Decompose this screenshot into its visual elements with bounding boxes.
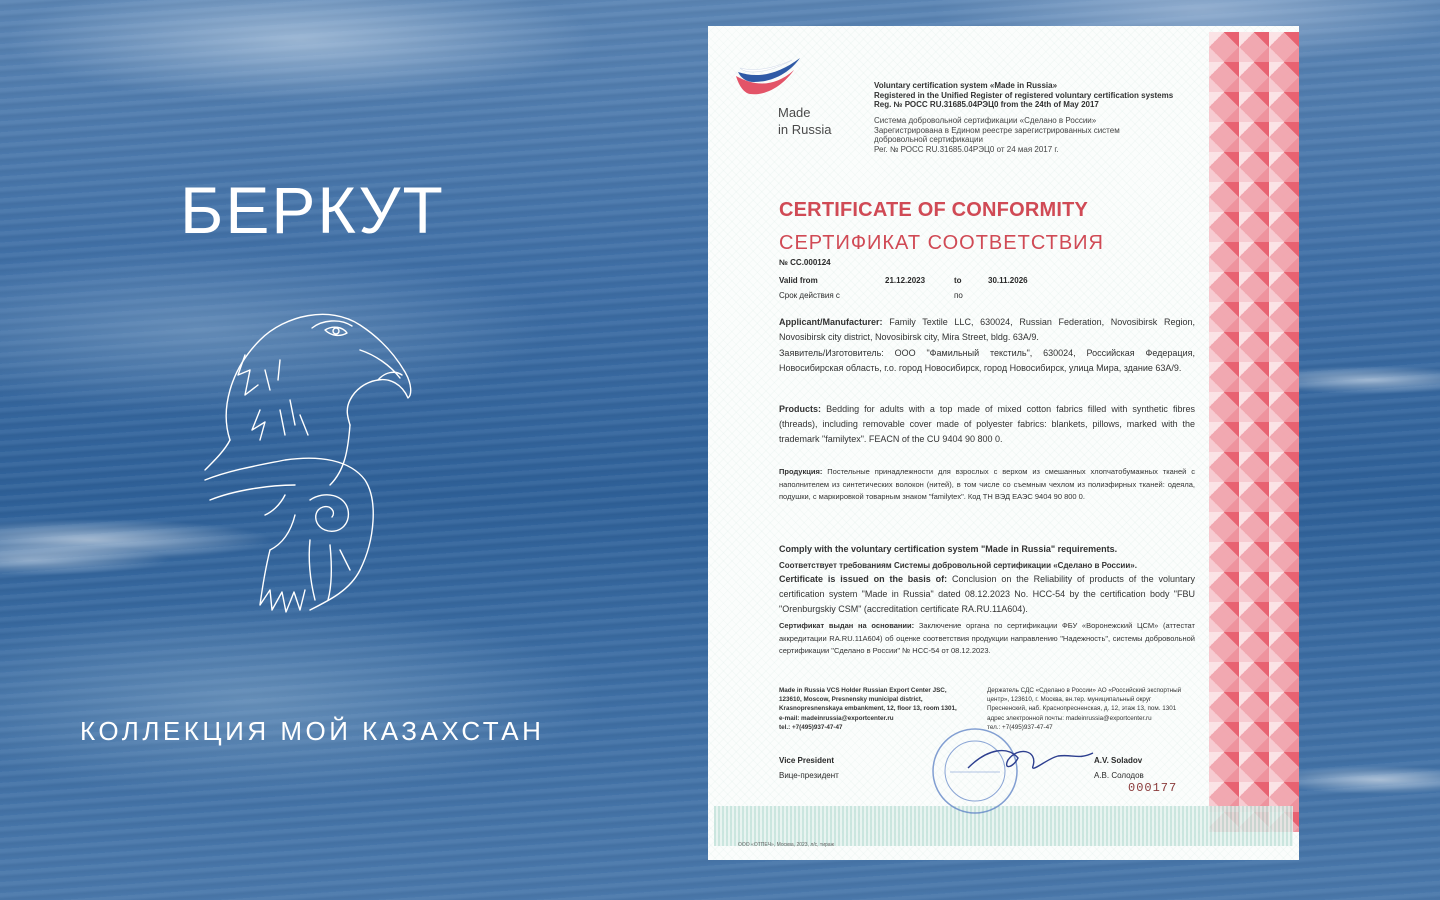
valid-from-label-ru: Срок действия с	[779, 291, 840, 300]
eagle-illustration	[190, 300, 420, 630]
holder-en-line: tel.: +7(495)937-47-47	[779, 723, 843, 731]
header-ru-line: добровольной сертификации	[874, 135, 983, 144]
comply-en: Comply with the voluntary certification system "Made in Russia" requirements.	[779, 544, 1118, 554]
certificate-title-en: CERTIFICATE OF CONFORMITY	[779, 199, 1089, 221]
products-ru-text: Постельные принадлежности для взрослых с верхом из смешанных хлопчатобумажных тканей с наполнителем из синтетических волокон (нитей), в том числе со съемным чехлом из полиэфирных тканей: одеяла, подушки, с маркировкой товарным знаком "familytex". Код ТН ВЭД ЕАЭС 9404 90 800 0.	[779, 467, 1195, 502]
logo-line-2: in Russia	[778, 122, 832, 137]
applicant-ru-label: Заявитель/Изготовитель:	[779, 348, 895, 358]
applicant-en-text: Family Textile LLC, 630024, Russian Federation, Novosibirsk Region, Novosibirsk city district, Novosibirsk city, Mira Street, bldg. 63A/9.	[779, 317, 1195, 342]
holder-ru-line: адрес электронной почты: madeinrussia@exportcenter.ru	[987, 714, 1152, 722]
serial-number: 000177	[1128, 781, 1178, 795]
collection-title: КОЛЛЕКЦИЯ МОЙ КАЗАХСТАН	[80, 716, 545, 746]
certificate-number: № CC.000124	[779, 258, 831, 267]
comply-ru: Соответствует требованиям Системы добровольной сертификации «Сделано в России».	[779, 561, 1137, 570]
logo-text	[778, 104, 858, 138]
to-label-ru: по	[954, 291, 963, 300]
signature	[958, 738, 1098, 788]
products-en-text: Bedding for adults with a top made of mixed cotton fabrics filled with synthetic fibres (threads), including removable cover made of polyester fabrics: blankets, pillows, marked with the trademark "familytex". FEACN of the CU 9404 90 800 0.	[779, 404, 1195, 444]
header-ru-line: Система добровольной сертификации «Сделано в России»	[874, 116, 1097, 125]
printer-footer: ООО «ОТПЕЧ», Москва, 2023, л/с, тираж	[738, 842, 834, 848]
products-ru-label: Продукция:	[779, 467, 828, 476]
applicant-en-label: Applicant/Manufacturer:	[779, 317, 890, 327]
to-label: to	[954, 276, 962, 285]
brand-title: БЕРКУТ	[180, 173, 445, 247]
valid-to-date: 30.11.2026	[988, 276, 1028, 285]
vp-title-en: Vice President	[779, 756, 834, 765]
header-ru-line: Рег. № РОСС RU.31685.04РЭЦ0 от 24 мая 2017 г.	[874, 144, 1059, 154]
products-en-label: Products:	[779, 404, 827, 414]
basis-en	[779, 572, 1195, 617]
holder-ru-line: Держатель СДС «Сделано в России» АО «Российский экспортный	[987, 687, 1182, 694]
basis-en-label: Certificate is issued on the basis of:	[779, 574, 953, 584]
valid-from-date: 21.12.2023	[885, 276, 926, 285]
basis-en-text: Conclusion on the Reliability of products of the voluntary certification system "Made in Russia" dated 08.12.2023 No. НСС-54 by the certification body "FBU "Orenburgskiy CSM" (accreditation certificate RA.RU.11A604).	[779, 574, 1195, 614]
header-en-line: Reg. № РОСС RU.31685.04РЭЦ0 from the 24th of May 2017	[874, 100, 1099, 109]
vp-title-ru: Вице-президент	[779, 771, 839, 780]
products-en	[779, 402, 1195, 447]
logo-line-1: Made	[778, 105, 811, 120]
holder-en-line: 123610, Moscow, Presnensky municipal district,	[779, 696, 923, 704]
holder-en-line: Made in Russia VCS Holder Russian Export Center JSC,	[779, 687, 947, 694]
basis-ru-text: Заключение органа по сертификации ФБУ «Воронежский ЦСМ» (аттестат аккредитации RA.RU.11A604) об оценке соответствия продукции направлению "Надежность", системы добровольной сертификации "Сделано в России" № НСС-54 от 08.12.2023.	[779, 621, 1195, 656]
holder-en-line: e-mail: madeinrussia@exportcenter.ru	[779, 714, 894, 722]
header-english	[874, 81, 1204, 110]
header-en-line: Voluntary certification system «Made in Russia»	[874, 81, 1058, 90]
signer-name-ru: А.В. Солодов	[1094, 771, 1144, 780]
header-en-line: Registered in the Unified Register of registered voluntary certification systems	[874, 90, 1174, 100]
basis-ru	[779, 620, 1195, 658]
applicant-en	[779, 315, 1195, 345]
signer-name-en: A.V. Soladov	[1094, 756, 1143, 765]
products-ru	[779, 466, 1195, 504]
header-russian	[874, 116, 1174, 154]
holder-ru-line: Пресненский, наб. Краснопресненская, д. 12, этаж 13, пом. 1301	[987, 705, 1177, 713]
decorative-pink-strip	[1209, 32, 1299, 832]
applicant-ru	[779, 346, 1195, 376]
valid-from-label: Valid from	[779, 276, 818, 285]
flag-swoosh-icon	[734, 56, 814, 106]
holder-en-line: Krasnopresnenskaya embankment, 12, floor 13, room 1301,	[779, 705, 957, 713]
basis-ru-label: Сертификат выдан на основании:	[779, 621, 919, 630]
applicant-ru-text: ООО "Фамильный текстиль", 630024, Российская Федерация, Новосибирская область, г.о. город Новосибирск, город Новосибирск, улица Мира, здание 63А/9.	[779, 348, 1195, 373]
certificate-document	[708, 26, 1299, 860]
certificate-title-ru: СЕРТИФИКАТ СООТВЕТСТВИЯ	[779, 232, 1104, 254]
header-ru-line: Зарегистрирована в Едином реестре зарегистрированных систем	[874, 125, 1120, 135]
holder-ru-line: центр», 123610, г. Москва, вн.тер. муниципальный округ	[987, 696, 1152, 704]
holder-ru-line: тел.: +7(495)937-47-47	[987, 723, 1053, 731]
